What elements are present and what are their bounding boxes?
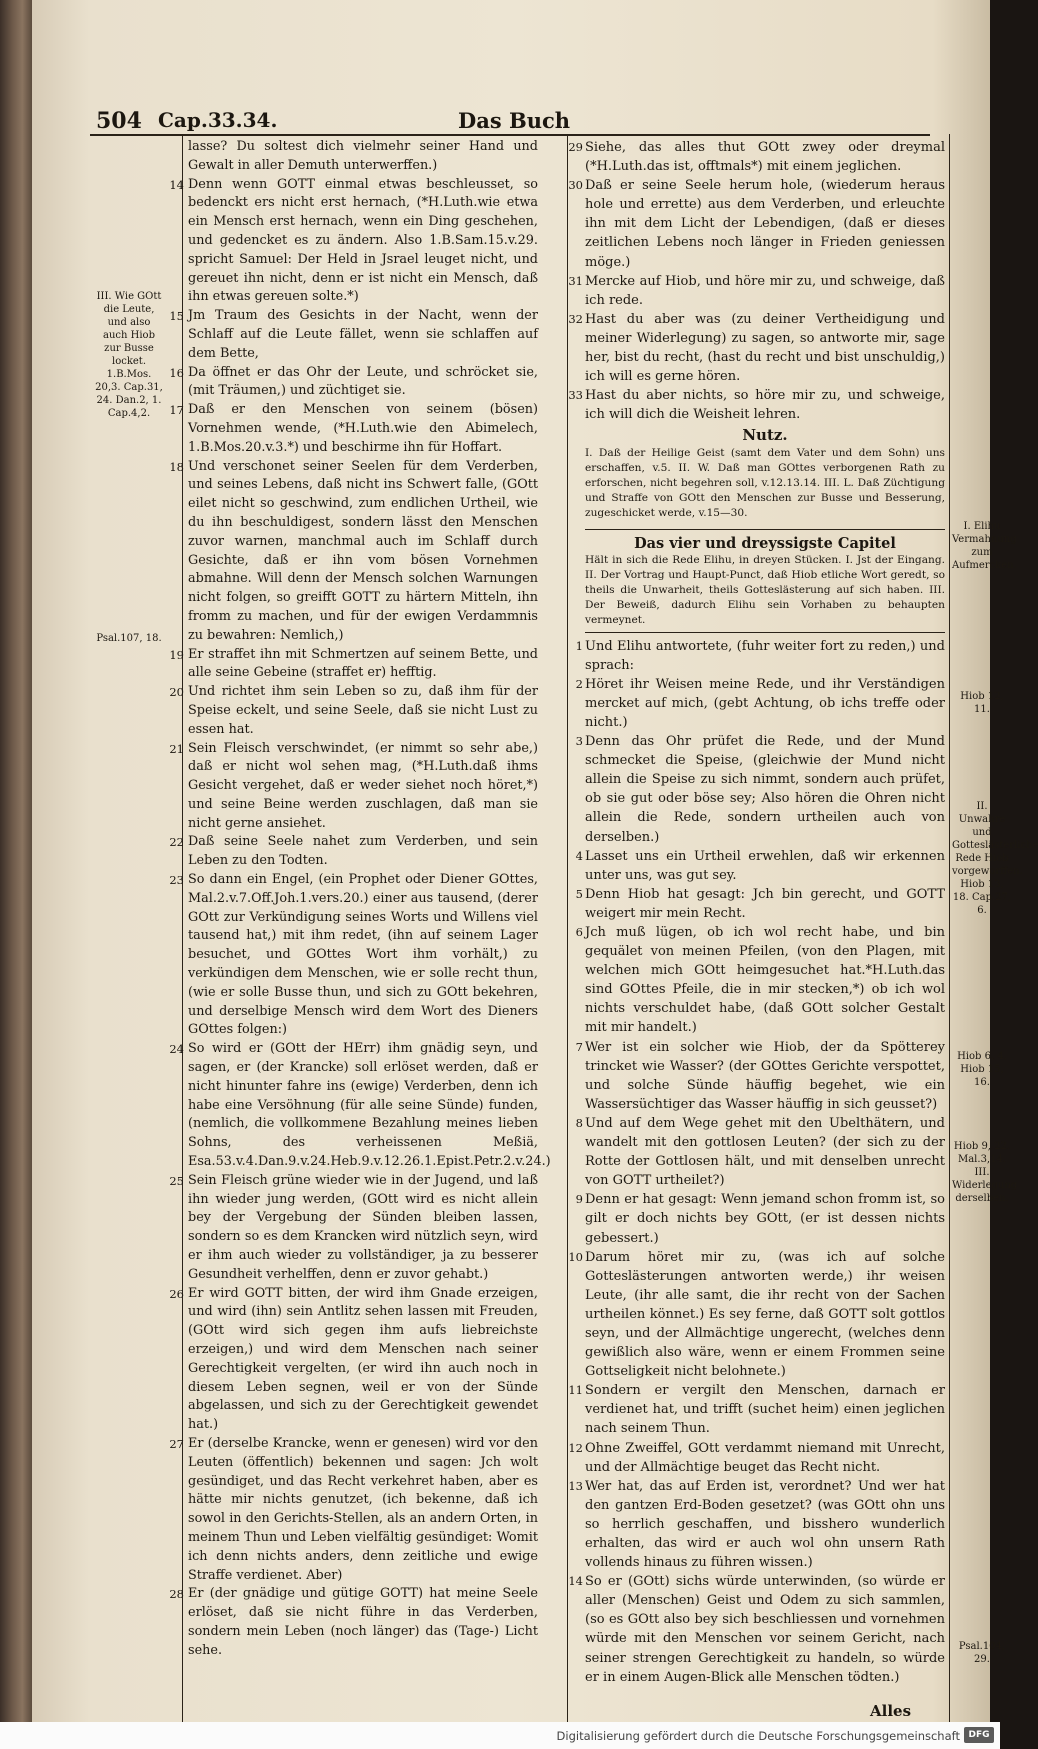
header-rule (90, 134, 930, 136)
verse-number: 23 (169, 873, 184, 888)
verse-text: Und Elihu antwortete, (fuhr weiter fort zu reden,) und sprach: (585, 638, 945, 673)
verse-number: 28 (169, 1587, 184, 1602)
verse-text: Er straffet ihn mit Schmertzen auf seinem Bette, und alle seine Gebeine (straffet er) hefftig. (188, 646, 538, 681)
verse-text: Denn Hiob hat gesagt: Jch bin gerecht, und GOTT weigert mir mein Recht. (585, 886, 945, 921)
verse-number: 13 (568, 1478, 583, 1493)
verse (568, 272, 945, 310)
verse (575, 1038, 945, 1114)
verse-text: Er (derselbe Krancke, wenn er genesen) wird vor den Leuten (öffentlich) bekennen und sagen: Jch wolt gesündiget, und das Recht verkehret haben, aber es hätte mir nichts genutzet, (ich bekenne, daß ich sowol in den Gerichts-Stellen, als an andern Orten, in meinem Thun und Leben vielfältig gesündiget: Womit ich denn nichts anders, denn zeitliche und ewige Straffe verdienet. Aber) (188, 1435, 538, 1583)
verse-number: 16 (169, 365, 184, 380)
verse (568, 310, 945, 386)
verse-text: Denn er hat gesagt: Wenn jemand schon fromm ist, so gilt er doch nichts bey GOtt, (er ist dessen nichts gebessert.) (585, 1192, 945, 1246)
verse-text: lasse? Du soltest dich vielmehr seiner Hand und Gewalt in aller Demuth unterwerffen.) (188, 139, 538, 173)
verse (169, 1285, 538, 1435)
verse-text: Hast du aber nichts, so höre mir zu, und schweige, ich will dich die Weisheit lehren. (585, 388, 945, 423)
verse (568, 1248, 945, 1382)
margin-note: I. Elihu Vermahnung zum Aufmercken. (952, 521, 1017, 571)
verse-number: 11 (568, 1383, 583, 1398)
verse-number: 14 (169, 177, 184, 192)
margin-note: II. Unwahre und Gotteslästerliche Rede Hiob vorgeworffen. Hiob 13, 18. Cap.27, 6. (952, 801, 1038, 916)
verse (169, 307, 538, 363)
verse (169, 1172, 538, 1285)
book-page (32, 0, 1038, 1722)
running-title: Das Buch (458, 108, 571, 133)
verse-number: 15 (169, 309, 184, 324)
verse (575, 732, 945, 847)
verse (575, 1190, 945, 1247)
verse-text: Daß er den Menschen von seinem (bösen) Vornehmen wende, (*H.Luth.wie den Abimelech, 1.B.Mos.20.v.3.*) und beschirme ihn für Hoffart. (188, 402, 538, 455)
verse-text: Er wird GOTT bitten, der wird ihm Gnade erzeigen, und wird (ihn) sein Antlitz sehen lassen mit Freuden, (GOtt wird sich gegen ihm aufs liebreichste erzeigen,) und wird dem Menschen nach seiner Gerechtigkeit vergelten, (er wird ihn auch noch in diesem Leben segnen, weil er von der Sünde abgelassen, und sich zu der Gerechtigkeit gewendet hat.) (188, 1285, 538, 1433)
margin-note: Psal.107, 18. (96, 633, 162, 644)
verse (169, 740, 538, 834)
verse-text: Darum höret mir zu, (was ich auf solche Gotteslästerungen antworten werde,) ihr weisen Leute, (ihr alle samt, die ihr recht von der Sachen urtheilen könnet.) Es sey ferne, daß GOTT solt gottlos seyn, und der Allmächtige ungerecht, (welches denn gewißlich also wäre, wenn er einem Frommen seine Gottseligkeit nicht belohnete.) (585, 1249, 945, 1380)
verse (169, 364, 538, 402)
verse-number: 5 (575, 886, 583, 901)
verse-number: 7 (575, 1039, 583, 1054)
verse-number: 9 (575, 1192, 583, 1207)
margin-note: Psal.104, 29. (958, 1641, 1006, 1665)
chapter-title: Das vier und dreyssigste Capitel (634, 534, 896, 552)
verse-number: 6 (575, 925, 583, 939)
verse-text: Wer hat, das auf Erden ist, verordnet? Und wer hat den gantzen Erd-Boden gesetzet? (was GOtt ohn uns so herrlich geschaffen, und bisshero wunderlich erhalten, das wird er auch wol ohn unsern Rath vollends hinaus zu führen wissen.) (585, 1478, 945, 1571)
verse-text: Ohne Zweiffel, GOtt verdammt niemand mit Unrecht, und der Allmächtige beuget das Recht nicht. (585, 1440, 945, 1475)
verse-text: Hast du aber was (zu deiner Vertheidigung und meiner Widerlegung) zu sagen, so antworte mir, sage her, bist du recht, (hast du recht und bist unschuldig,) ich will es gerne hören. (585, 311, 945, 385)
verse (575, 675, 945, 732)
verse-text: Daß seine Seele nahet zum Verderben, und sein Leben zu den Todten. (188, 834, 538, 869)
left-text-column (169, 138, 551, 1661)
verse-text: So er (GOtt) sichs würde unterwinden, (so würde er aller (Menschen) Geist und Odem zu sich sammlen, (so es GOtt also bey sich beschliessen und vornehmen würde mit den Menschen vor seinem Gericht, nach seiner strengen Gerechtigkeit zu handeln, so würde er in einem Augen-Blick alle Menschen tödten.) (585, 1574, 945, 1685)
verse-text: Höret ihr Weisen meine Rede, und ihr Verständigen mercket auf mich, (gebt Achtung, ob ichs treffe oder nicht.) (585, 676, 945, 730)
verse (169, 401, 538, 457)
verse-number: 27 (169, 1436, 184, 1451)
verse-number: 30 (568, 178, 583, 193)
chapter-reference: Cap.33.34. (158, 108, 278, 132)
right-text-column (568, 138, 945, 1687)
verse-number: 12 (568, 1440, 583, 1455)
verse-text: Sein Fleisch grüne wieder wie in der Jugend, und laß ihn wieder jung werden, (GOtt wird es nicht allein bey der Vergebung der Sünden bleiben lassen, sondern so es dem Krancken wird nützlich seyn, wird er ihm auch wieder zu vollständiger, ja zu besserer Gesundheit verhelffen, denn er zuvor gehabt.) (188, 1172, 538, 1282)
verse (568, 1477, 945, 1572)
verse (169, 833, 538, 871)
verse-text: Siehe, das alles thut GOtt zwey oder dreymal (*H.Luth.das ist, offtmals*) mit einem jeglichen. (585, 140, 945, 175)
verse (575, 1114, 945, 1190)
verse (575, 847, 945, 885)
verse-text: So wird er (GOtt der HErr) ihm gnädig seyn, und sagen, er (der Krancke) soll erlöset werden, daß er nicht hinunter fahre ins (ewige) Verderben, denn ich habe eine Versöhnung (für alle seine Sünde) funden, (nemlich, die vollkommene Bezahlung meines lieben Sohns, des verheissenen Meßiä, Esa.53.v.4.Dan.9.v.24.Heb.9.v.12.26.1.Epist.Petr.2.v.24.) (188, 1041, 551, 1170)
book-spine (0, 0, 32, 1722)
verse (568, 1381, 945, 1438)
verse (169, 683, 538, 739)
verse (568, 176, 945, 271)
verse (575, 885, 945, 923)
verse-text: Sondern er vergilt den Menschen, darnach er verdienet hat, und trifft (suchet heim) einen jeglichen nach seinem Thun. (585, 1383, 945, 1437)
verse-number: 33 (568, 388, 583, 403)
verse-text: Jch muß lügen, ob ich wol recht habe, und bin gequälet von meinen Pfeilen, (von den Plagen, mit welchen mich GOtt heimgesuchet hat.*H.Luth.das sind GOttes Pfeile, die in mir stecken,*) ob ich wol nichts verschuldet habe, (daß GOtt solcher Gestalt mit mir handelt.) (585, 925, 945, 1036)
verse-number: 32 (568, 311, 583, 326)
margin-note: Hiob 12, 11. (960, 691, 1004, 715)
catchword: Alles (870, 1702, 912, 1720)
verse-number: 19 (169, 647, 184, 662)
verse-number: 17 (169, 403, 184, 418)
verse-text: Wer ist ein solcher wie Hiob, der da Spötterey trincket wie Wasser? (der GOttes Gerichte verspottet, und solche Sünde häuffig begehet, wie ein Wassersüchtiger das Wasser häuffig in sich geusset?) (585, 1039, 945, 1112)
nutz-heading: Nutz. (742, 426, 788, 445)
verse-text: Und auf dem Wege gehet mit den Ubelthätern, und wandelt mit den gottlosen Leuten? (der sich zu der Rotte der Gottlosen hält, und mit denselben unrecht von GOTT urtheilet?) (585, 1115, 945, 1189)
dfg-logo: DFG (964, 1727, 994, 1743)
verse-text: Lasset uns ein Urtheil erwehlen, daß wir erkennen unter uns, was gut sey. (585, 848, 945, 883)
margin-note: Hiob 6, 4. Hiob 15, 16. (957, 1051, 1007, 1088)
verse-number: 25 (169, 1173, 184, 1188)
verse-number: 24 (169, 1042, 184, 1057)
chapter-heading-block (585, 529, 945, 633)
verse-number: 2 (575, 676, 583, 691)
verse-text: Daß er seine Seele herum hole, (wiederum heraus hole und errette) aus dem Verderben, und erleuchte ihn mit dem Licht der Lebendigen, (daß er dieses zeitlichen Lebens noch länger in Frieden geniessen möge.) (585, 178, 945, 270)
verse-text: Er (der gnädige und gütige GOTT) hat meine Seele erlöset, daß sie nicht führe in das Verderben, sondern mein Leben (noch länger) das (Tage-) Licht sehe. (188, 1586, 538, 1658)
verse (568, 1572, 945, 1687)
verse (568, 1439, 945, 1477)
verse (169, 1435, 538, 1585)
verse-text: Und verschonet seiner Seelen für dem Verderben, und seines Lebens, daß nicht ins Schwert falle, (GOtt eilet nicht so geschwind, zum endlichen Urtheil, wie du ihn beschuldigest, sondern lässt den Menschen zuvor warnen, manchmal auch im Schlaff durch Gesichte, daß er ihn vom bösen Vornehmen abmahne. Will denn der Mensch solchen Warnungen nicht folgen, so greifft GOTT zu härtern Mitteln, ihn fromm zu machen, und für der ewigen Verdammnis zu bewahren: Nemlich,) (188, 458, 538, 643)
verse (568, 386, 945, 424)
verse-number: 14 (568, 1574, 583, 1589)
verse-text: Denn wenn GOTT einmal etwas beschleusset, so bedenckt ers nicht erst hernach, (*H.Luth.wie etwa ein Mensch erst hernach, wenn ein Ding geschehen, und gedencket es zu ändern. Also 1.B.Sam.15.v.29. spricht Samuel: Der Held in Jsrael leuget nicht, und gereuet ihn nicht, denn er ist nicht ein Mensch, daß ihn etwas gereuen solte.*) (188, 176, 538, 305)
verse-number: 3 (575, 734, 583, 749)
verse-number: 8 (575, 1115, 583, 1130)
verse-text: Denn das Ohr prüfet die Rede, und der Mund schmecket die Speise, (gleichwie der Mund nicht allein die Speise zu sich nimmt, sondern auch prüfet, ob sie gut oder böse sey; Also hören die Ohren nicht allein die Rede, sondern urtheilen auch von derselben.) (585, 734, 945, 845)
verse-text: Und richtet ihm sein Leben so zu, daß ihm für der Speise eckelt, und seine Seele, daß sie nicht Lust zu essen hat. (188, 684, 538, 737)
verse-text: Jm Traum des Gesichts in der Nacht, wenn der Schlaff auf die Leute fället, wenn sie schlaffen auf dem Bette, (188, 308, 538, 361)
verse-number: 31 (568, 273, 583, 288)
nutz-text: I. Daß der Heilige Geist (samt dem Vater und dem Sohn) uns erschaffen, v.5. II. W. Daß man GOttes verborgenen Rath zu erforschen, nicht begehren soll, v.12.13.14. III. L. Daß Züchtigung und Straffe von GOtt den Menschen zur Busse und Besserung, zugeschicket werde, v.15—30. (585, 446, 945, 519)
verse (169, 458, 538, 646)
verse-number: 20 (169, 685, 184, 700)
verse (169, 1585, 538, 1660)
verse-text: Sein Fleisch verschwindet, (er nimmt so sehr abe,) daß er nicht wol sehen mag, (*H.Luth.daß ihms Gesicht vergehet, daß er weder siehet noch höret,*) und seine Beine werden zuschlagen, daß man sie nicht gerne ansiehet. (188, 740, 538, 831)
verse-number: 1 (575, 638, 583, 653)
verse-number: 10 (568, 1249, 583, 1264)
verse-number: 4 (575, 848, 583, 863)
chapter-summary: Hält in sich die Rede Elihu, in dreyen Stücken. I. Jst der Eingang. II. Der Vortrag und Haupt-Punct, daß Hiob etliche Wort geredt, so theils die Unwarheit, theils Gotteslästerung auf sich haben. III. Der Beweiß, dadurch Elihu sein Vorhaben zu behaupten vermeynet. (585, 553, 945, 626)
margin-note: III. Wie GOtt die Leute, und also auch Hiob zur Busse locket. 1.B.Mos. 20,3. Cap.31, 24. Dan.2, 1. Cap.4,2. (95, 291, 163, 419)
verse (575, 923, 945, 1038)
verse-number: 18 (169, 459, 184, 474)
verse (169, 176, 538, 308)
verse (568, 138, 945, 176)
verse-text: So dann ein Engel, (ein Prophet oder Diener GOttes, Mal.2.v.7.Off.Joh.1.vers.20.) einer aus tausend, (derer GOtt zur Verkündigung seines Worts und Willens viel tausend hat,) mit ihm redet, (ihn auf seinem Lager besuchet, und GOttes Wort ihm vorhält,) zu verkündigen dem Menschen, wie er solle recht thun, (wie er solle Busse thun, und sich zu GOtt bekehren, und derselbige Mensch wird dem Wort des Dieners GOttes folgen:) (188, 872, 538, 1038)
verse-number: 26 (169, 1286, 184, 1301)
verse-text: Da öffnet er das Ohr der Leute, und schröcket sie, (mit Träumen,) und züchtiget sie. (188, 364, 538, 399)
verse (188, 138, 538, 176)
verse-number: 21 (169, 741, 184, 756)
verse (169, 1040, 551, 1172)
verse (169, 646, 538, 684)
verse-number: 22 (169, 835, 184, 850)
verse (169, 871, 538, 1040)
page-number: 504 (96, 108, 142, 134)
verse-number: 29 (568, 140, 583, 154)
footer-credit: Digitalisierung gefördert durch die Deutsche Forschungsgemeinschaft (556, 1729, 960, 1743)
margin-note: Hiob 9, 22. Mal.3,14. III. Widerlegung derselben. (952, 1141, 1018, 1204)
right-margin-rule (949, 134, 950, 1724)
digitization-footer (0, 1722, 1000, 1749)
verse (575, 637, 945, 675)
verse-text: Mercke auf Hiob, und höre mir zu, und schweige, daß ich rede. (585, 273, 945, 308)
